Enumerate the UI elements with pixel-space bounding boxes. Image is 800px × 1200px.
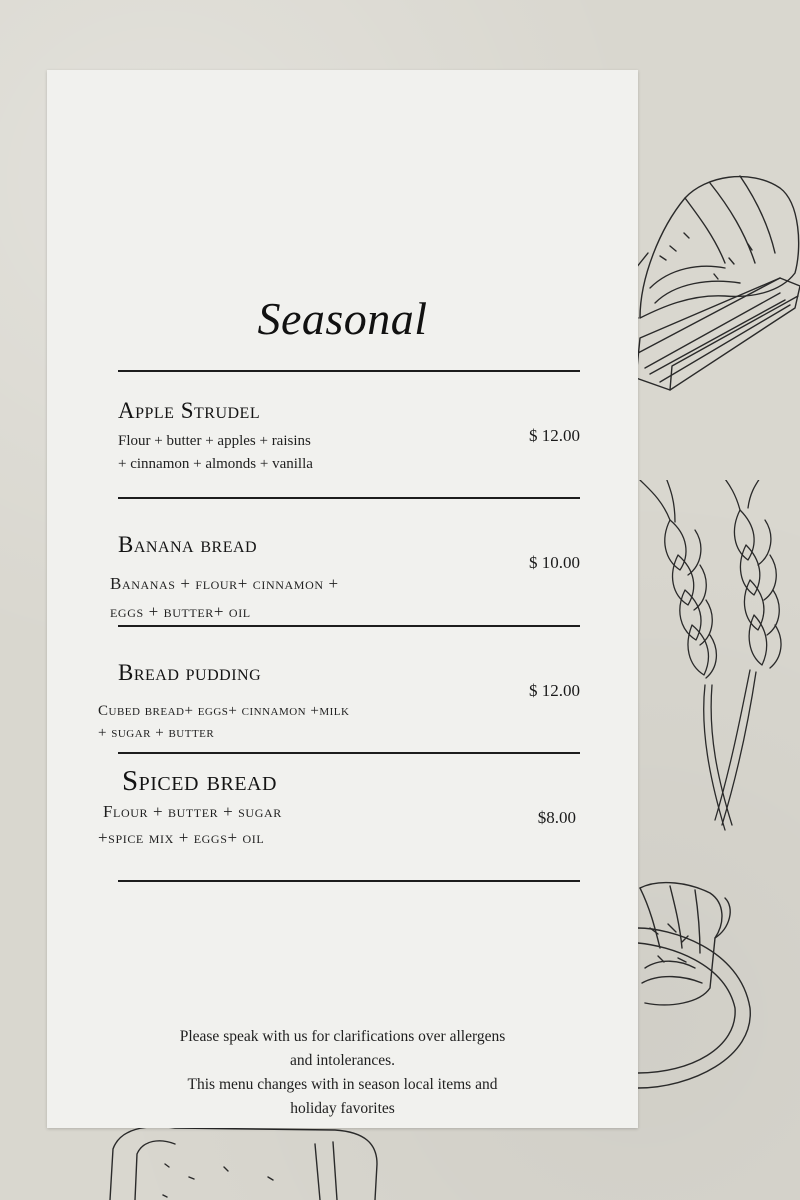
menu-item-description: Bananas + flour+ cinnamon + eggs + butter+ oil (110, 574, 339, 621)
menu-item-name: Apple Strudel (118, 398, 261, 423)
menu-card (47, 70, 638, 1128)
divider (118, 497, 580, 499)
menu-item-name: Banana bread (118, 532, 258, 557)
menu-item-price: $ 12.00 (529, 426, 580, 445)
menu-item-price: $ 10.00 (529, 553, 580, 572)
bread-loaf-on-board-illustration (630, 168, 800, 398)
bread-loaf-illustration (105, 1124, 385, 1200)
pie-slice-illustration (630, 868, 800, 1098)
divider (118, 752, 580, 754)
menu-item-description: Flour + butter + apples + raisins + cinnamon + almonds + vanilla (118, 433, 313, 472)
wheat-stalks-illustration (630, 480, 800, 840)
divider (118, 370, 580, 372)
menu-item-description: Flour + butter + sugar +spice mix + eggs+ oil (98, 802, 282, 847)
menu-item-description: Cubed bread+ eggs+ cinnamon +milk + sugar + butter (98, 703, 350, 741)
menu-item-price: $8.00 (537, 808, 576, 827)
menu-item-name: Spiced bread (122, 765, 277, 797)
menu-item-name: Bread pudding (118, 660, 262, 685)
menu-item-price: $ 12.00 (529, 681, 580, 700)
divider (118, 880, 580, 882)
allergen-note: Please speak with us for clarifications over allergens and intolerances. This menu changes with in season local items and holiday favorites (179, 1028, 506, 1117)
divider (118, 625, 580, 627)
menu-title: Seasonal (257, 293, 428, 344)
